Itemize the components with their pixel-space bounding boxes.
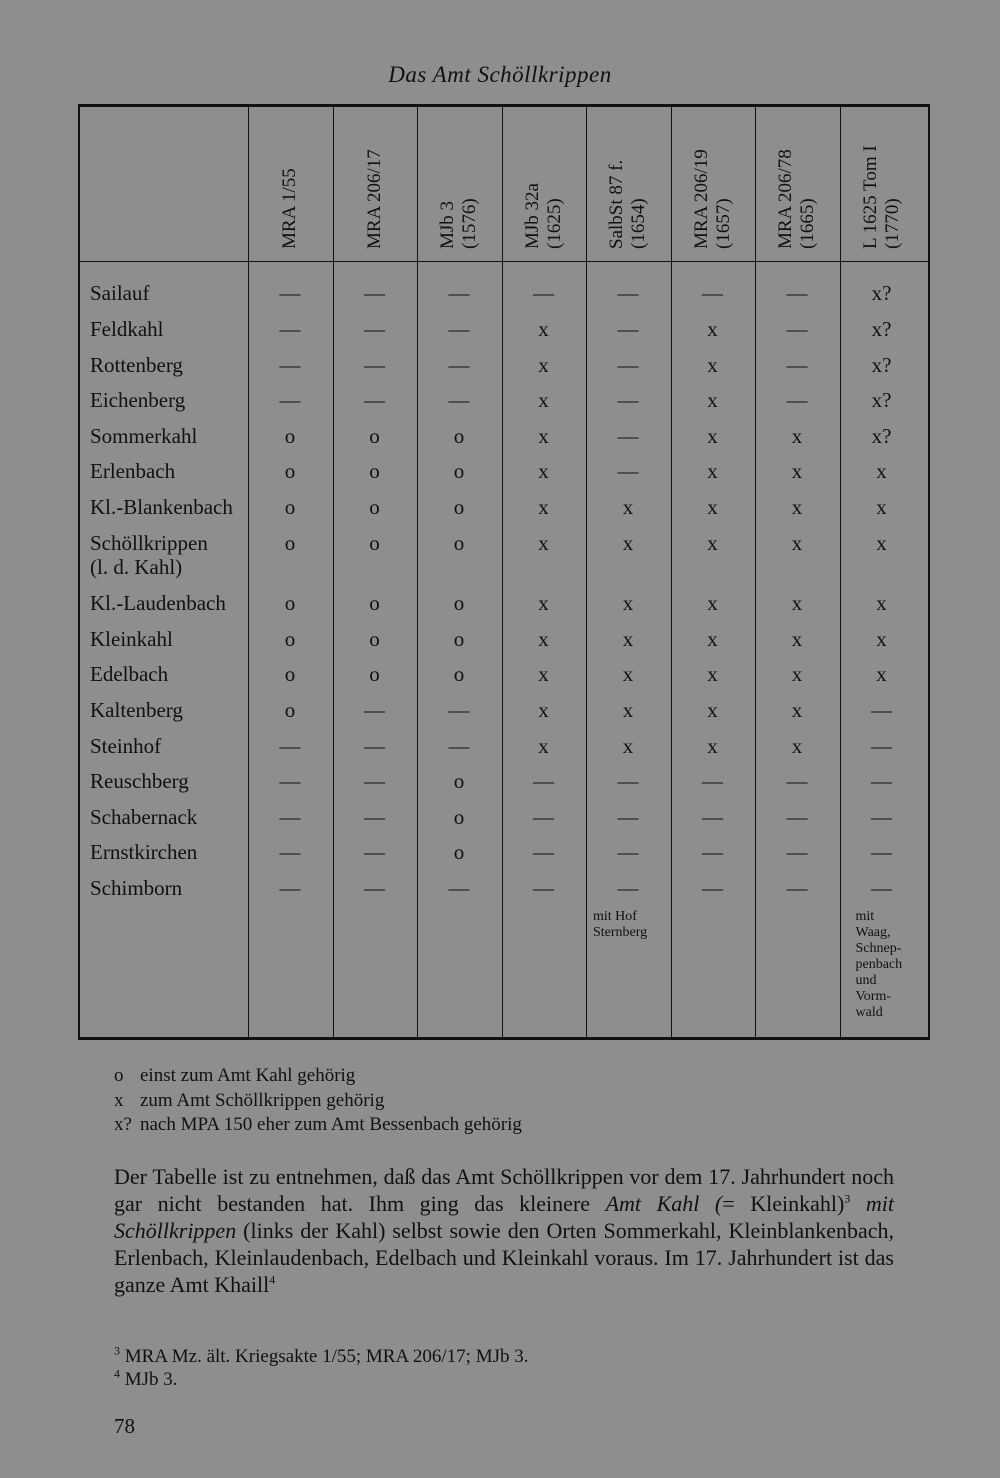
table-cell: —	[279, 317, 301, 341]
column-header-line: SalbSt 87 f.	[606, 159, 627, 249]
row-place-name: Sommerkahl	[90, 424, 198, 448]
table-cell: —	[617, 353, 639, 377]
table-cell: x	[707, 353, 718, 377]
table-cell: o	[284, 591, 296, 615]
column-header-line: MRA 206/19	[690, 149, 712, 249]
table-cell: —	[786, 281, 808, 305]
table-cell: x	[791, 627, 803, 651]
table-cell: x	[791, 734, 803, 758]
row-place-name: Ernstkirchen	[90, 840, 198, 864]
table-cell: —	[448, 734, 470, 758]
table-cell: —	[448, 281, 470, 305]
row-place-name: Kleinkahl	[90, 627, 173, 651]
table-cell: x	[538, 531, 549, 555]
table-cell: —	[786, 876, 808, 900]
table-cell: o	[369, 662, 380, 686]
table-cell: o	[453, 459, 465, 483]
legend-item: x? nach MPA 150 eher zum Amt Bessenbach gehörig	[114, 1114, 522, 1135]
header-rule	[80, 261, 928, 262]
table-cell: x	[622, 698, 634, 722]
table-cell: —	[364, 734, 385, 758]
row-place-name: Schimborn	[90, 876, 183, 900]
table-cell: —	[279, 769, 301, 793]
row-place-name: Kaltenberg	[90, 698, 183, 722]
column-note-line: wald	[855, 1005, 883, 1020]
column-header-line: MRA 206/17	[363, 149, 385, 249]
column-header-line: (1665)	[797, 198, 818, 249]
column-header-line: (1625)	[543, 198, 565, 249]
table-cell: —	[279, 840, 301, 864]
column-header	[586, 107, 670, 261]
table-cell: —	[533, 805, 554, 829]
table-cell: —	[448, 698, 470, 722]
row-place-name: Reuschberg	[90, 769, 189, 793]
column-note-line: und	[855, 973, 877, 988]
column-note-line: penbach	[855, 957, 903, 972]
table-cell: x	[622, 734, 634, 758]
table-cell: x	[876, 662, 887, 686]
table-cell: x	[791, 531, 803, 555]
table-cell: x	[538, 317, 549, 341]
table-cell: —	[786, 805, 808, 829]
table-cell: —	[871, 769, 892, 793]
table-cell: x	[791, 662, 803, 686]
column-header-line: MRA 1/55	[279, 168, 300, 249]
table-cell: —	[702, 805, 723, 829]
row-place-name: Erlenbach	[90, 459, 176, 483]
column-header-line: MRA 206/78	[775, 149, 796, 249]
table-cell: o	[284, 495, 296, 519]
column-header	[840, 107, 924, 261]
table-cell: o	[369, 531, 380, 555]
table-cell: x	[538, 627, 549, 651]
table-cell: —	[871, 734, 892, 758]
table-cell: x	[876, 531, 887, 555]
table-cell: —	[448, 388, 470, 412]
table-cell: x	[876, 591, 887, 615]
table-cell: x	[538, 353, 549, 377]
table-cell: x	[791, 698, 803, 722]
table-cell: —	[279, 281, 301, 305]
table-cell: —	[533, 281, 554, 305]
table-cell: x	[791, 591, 803, 615]
table-cell: x	[707, 317, 718, 341]
table-cell: x	[538, 459, 549, 483]
table-cell: —	[871, 876, 892, 900]
table-cell: x	[707, 388, 718, 412]
row-place-name: Schabernack	[90, 805, 198, 829]
table-cell: —	[786, 840, 808, 864]
table-cell: x	[538, 495, 549, 519]
table-cell: o	[453, 662, 465, 686]
column-header	[502, 107, 586, 261]
table-cell: x	[791, 495, 803, 519]
footnote: $^3$ MRA Mz. ält. Kriegsakte 1/55; MRA 206/17; MJb 3.	[114, 1343, 529, 1367]
table-cell: —	[617, 281, 639, 305]
table-cell: o	[453, 495, 465, 519]
table-cell: x	[538, 662, 549, 686]
column-header	[755, 107, 839, 261]
table-cell: —	[617, 876, 639, 900]
table-cell: —	[364, 805, 385, 829]
column-header-line: MJb 32a	[521, 183, 543, 249]
table-cell: —	[786, 353, 808, 377]
table-cell: x	[622, 531, 634, 555]
table-cell: —	[364, 876, 385, 900]
table-cell: o	[369, 627, 380, 651]
table-cell: x	[538, 698, 549, 722]
legend	[114, 1064, 522, 1138]
column-header	[248, 107, 332, 261]
row-place-name: Edelbach	[90, 662, 169, 686]
ownership-table	[78, 104, 930, 1040]
table-cell: —	[533, 769, 554, 793]
table-cell: x	[707, 424, 718, 448]
table-cell: o	[369, 424, 380, 448]
table-cell: —	[786, 317, 808, 341]
table-cell: o	[284, 627, 296, 651]
table-cell: —	[279, 876, 301, 900]
column-header	[671, 107, 755, 261]
table-cell: —	[702, 876, 723, 900]
column-note	[593, 909, 647, 941]
table-cell: o	[453, 769, 465, 793]
table-cell: —	[364, 388, 385, 412]
table-cell: —	[702, 769, 723, 793]
footnotes	[114, 1345, 529, 1391]
table-cell: —	[617, 388, 639, 412]
legend-item: x zum Amt Schöllkrippen gehörig	[114, 1089, 385, 1111]
column-note-line: Schnep-	[855, 941, 902, 956]
column-note-line: Sternberg	[593, 925, 648, 940]
table-cell: x	[707, 531, 718, 555]
table-cell: x?	[871, 353, 892, 377]
column-note-line: mit	[855, 909, 875, 924]
table-cell: o	[284, 662, 296, 686]
table-cell: —	[364, 698, 385, 722]
table-cell: —	[533, 876, 554, 900]
column-header	[417, 107, 501, 261]
row-place-name: Sailauf	[90, 281, 150, 305]
row-place-name: Eichenberg	[90, 388, 186, 412]
table-cell: —	[364, 281, 385, 305]
table-cell: x?	[871, 424, 892, 448]
table-cell: o	[369, 591, 380, 615]
table-cell: —	[364, 353, 385, 377]
table-cell: x	[622, 591, 634, 615]
row-place-name: Steinhof	[90, 734, 162, 758]
table-cell: x	[876, 459, 887, 483]
table-cell: x?	[871, 317, 892, 341]
table-cell: x	[622, 627, 634, 651]
table-cell: o	[284, 459, 296, 483]
table-cell: —	[786, 769, 808, 793]
legend-item: o einst zum Amt Kahl gehörig	[114, 1065, 356, 1086]
table-cell: —	[279, 805, 301, 829]
column-header-line: (1576)	[459, 198, 480, 249]
table-cell: —	[448, 317, 470, 341]
column-note-line: Vorm-	[855, 989, 892, 1004]
column-header-line: (1657)	[712, 198, 734, 249]
table-cell: o	[453, 424, 465, 448]
table-cell: x	[707, 662, 718, 686]
table-cell: x	[707, 495, 718, 519]
table-cell: x	[707, 698, 718, 722]
table-cell: —	[617, 459, 639, 483]
column-header-line: (1654)	[628, 198, 649, 249]
table-cell: —	[279, 388, 301, 412]
table-cell: —	[364, 769, 385, 793]
column-note	[856, 909, 903, 1021]
page-number: 78	[114, 1414, 135, 1438]
table-cell: —	[617, 769, 639, 793]
table-cell: —	[617, 840, 639, 864]
column-header-line: L 1625 Tom I	[859, 145, 881, 249]
table-cell: o	[369, 459, 380, 483]
table-cell: o	[453, 627, 465, 651]
table-cell: o	[284, 424, 296, 448]
footnote: $^4$ MJb 3.	[114, 1366, 178, 1390]
table-cell: —	[702, 281, 723, 305]
table-cell: x	[791, 424, 803, 448]
table-cell: —	[871, 698, 892, 722]
running-head: Das Amt Schöllkrippen	[388, 62, 612, 87]
table-cell: —	[279, 734, 301, 758]
table-cell: —	[617, 317, 639, 341]
table-cell: o	[453, 531, 465, 555]
table-cell: —	[364, 317, 385, 341]
row-place-name: Rottenberg	[90, 353, 183, 377]
table-cell: x	[538, 424, 549, 448]
table-cell: x	[622, 662, 634, 686]
table-cell: x?	[871, 388, 892, 412]
column-note-line: mit Hof	[593, 909, 637, 924]
table-cell: —	[533, 840, 554, 864]
table-cell: o	[453, 591, 465, 615]
table-cell: x	[876, 495, 887, 519]
table-cell: x	[707, 734, 718, 758]
column-header-line: (1770)	[881, 198, 903, 249]
column-header-line: MJb 3	[437, 200, 458, 249]
table-cell: o	[369, 495, 380, 519]
table-cell: x	[791, 459, 803, 483]
row-place-name: Feldkahl	[90, 317, 164, 341]
table-cell: o	[453, 840, 465, 864]
table-cell: —	[702, 840, 723, 864]
table-cell: x	[707, 459, 718, 483]
table-cell: x	[538, 591, 549, 615]
table-cell: x?	[871, 281, 892, 305]
table-cell: —	[786, 388, 808, 412]
table-cell: o	[284, 698, 296, 722]
table-cell: —	[617, 424, 639, 448]
table-cell: x	[876, 627, 887, 651]
table-cell: —	[871, 840, 892, 864]
row-place-name: Schöllkrippen (l. d. Kahl)	[90, 531, 208, 579]
table-cell: o	[284, 531, 296, 555]
table-cell: x	[538, 734, 549, 758]
table-cell: x	[622, 495, 634, 519]
table-cell: —	[871, 805, 892, 829]
column-note-line: Waag,	[855, 925, 891, 940]
column-header	[333, 107, 417, 261]
table-cell: x	[707, 591, 718, 615]
table-cell: —	[364, 840, 385, 864]
table-cell: —	[448, 876, 470, 900]
row-place-name: Kl.-Blankenbach	[90, 495, 233, 519]
table-cell: —	[279, 353, 301, 377]
row-place-name: Kl.-Laudenbach	[90, 591, 226, 615]
table-cell: —	[448, 353, 470, 377]
table-cell: o	[453, 805, 465, 829]
table-cell: —	[617, 805, 639, 829]
table-cell: x	[538, 388, 549, 412]
table-cell: x	[707, 627, 718, 651]
body-paragraph: Der Tabelle ist zu entnehmen, daß das Amt Schöllkrippen vor dem 17. Jahrhundert noch gar nicht bestanden hat. Ihm ging das kleinere Amt Kahl (= Kleinkahl)$^3$ mit Schöllkrippen (links der Kahl) selbst sowie den Orten Sommerkahl, Kleinblankenbach, Erlenbach, Kleinlaudenbach, Edelbach und Kleinkahl voraus. Im 17. Jahrhundert ist das ganze Amt Khaill$^4$	[114, 1164, 894, 1297]
